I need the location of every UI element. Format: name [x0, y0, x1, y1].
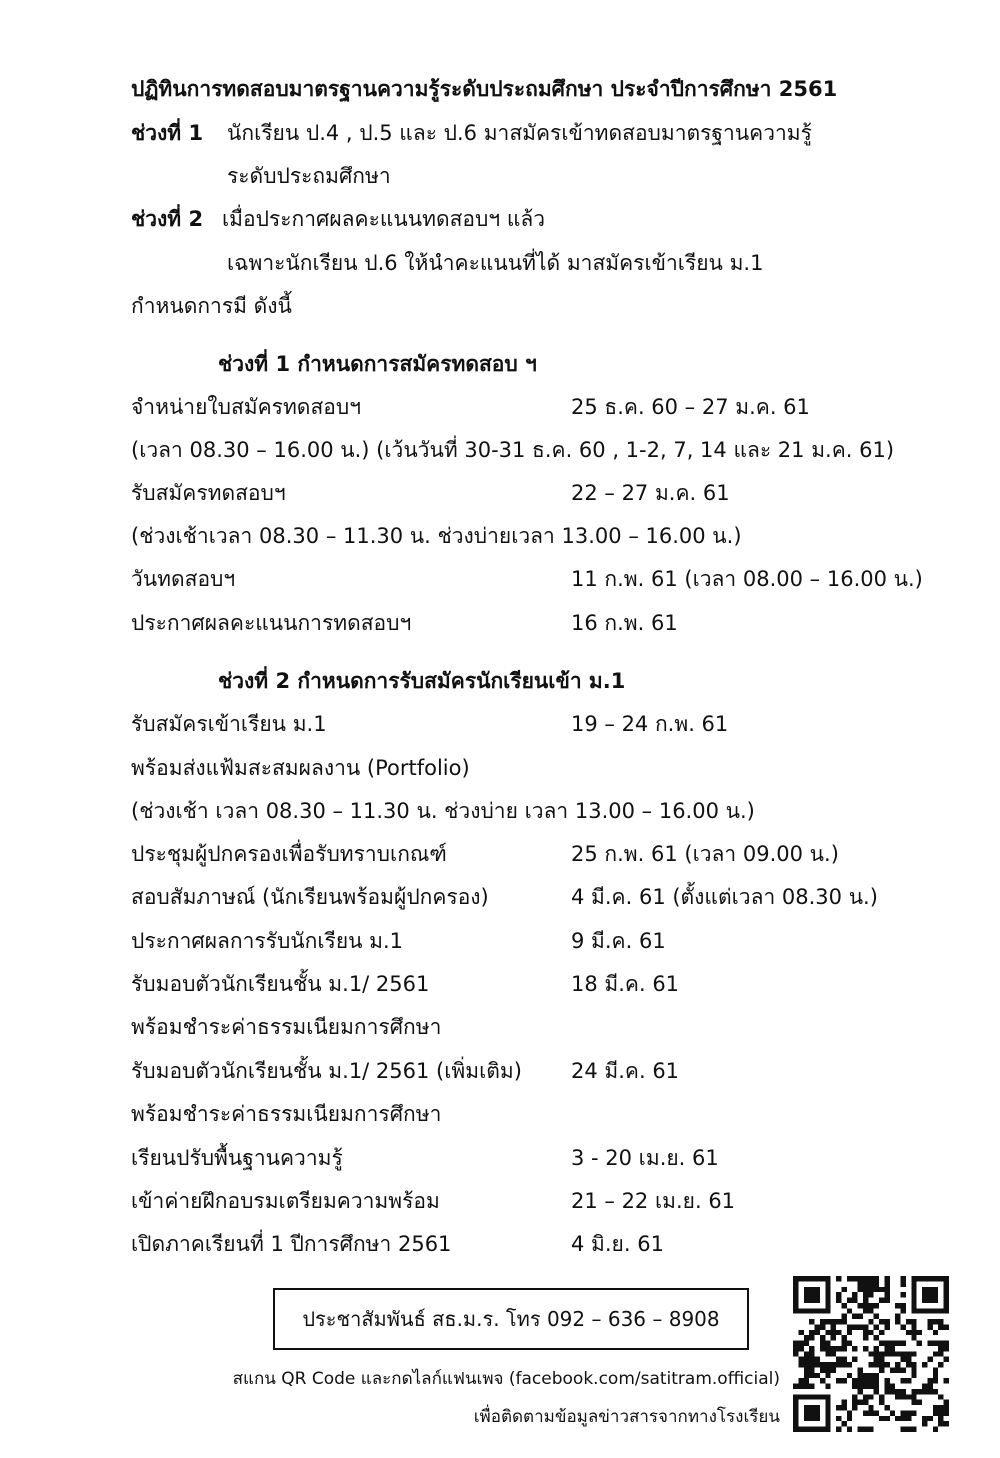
schedule-item-date: 21 – 22 เม.ย. 61 — [571, 1189, 736, 1213]
schedule-item-note: (เวลา 08.30 – 16.00 น.) (เว้นวันที่ 30-31 ธ.ค. 60 , 1-2, 7, 14 และ 21 ม.ค. 61) — [131, 438, 895, 462]
schedule-item-date: 24 มี.ค. 61 — [571, 1059, 680, 1083]
schedule-item-date: 4 มี.ค. 61 (ตั้งแต่เวลา 08.30 น.) — [571, 885, 878, 909]
schedule-item-label: ประกาศผลการรับนักเรียน ม.1 — [131, 929, 404, 953]
contact-box — [273, 1288, 749, 1350]
schedule-item-note: พร้อมชำระค่าธรรมเนียมการศึกษา — [131, 1015, 442, 1039]
schedule-item-label: วันทดสอบฯ — [131, 567, 236, 591]
section2-heading: ช่วงที่ 2 กำหนดการรับสมัครนักเรียนเข้า ม.1 — [218, 669, 626, 693]
schedule-item-note: พร้อมส่งแฟ้มสะสมผลงาน (Portfolio) — [131, 756, 470, 780]
schedule-item-label: จำหน่ายใบสมัครทดสอบฯ — [131, 395, 361, 419]
schedule-item-label: รับมอบตัวนักเรียนชั้น ม.1/ 2561 (เพิ่มเติม) — [131, 1059, 522, 1083]
schedule-item-label: รับสมัครเข้าเรียน ม.1 — [131, 712, 327, 736]
schedule-item-note: (ช่วงเช้าเวลา 08.30 – 11.30 น. ช่วงบ่ายเวลา 13.00 – 16.00 น.) — [131, 524, 742, 548]
document-title: ปฏิทินการทดสอบมาตรฐานความรู้ระดับประถมศึกษา ประจำปีการศึกษา 2561 — [131, 77, 838, 101]
schedule-item-date: 16 ก.พ. 61 — [571, 611, 678, 635]
schedule-item-label: ประกาศผลคะแนนการทดสอบฯ — [131, 611, 412, 635]
schedule-item-date: 22 – 27 ม.ค. 61 — [571, 481, 730, 505]
qr-code-icon[interactable] — [793, 1276, 949, 1432]
schedule-item-date: 11 ก.พ. 61 (เวลา 08.00 – 16.00 น.) — [571, 567, 923, 591]
schedule-item-date: 3 - 20 เม.ย. 61 — [571, 1146, 719, 1170]
follow-instruction: เพื่อติดตามข้อมูลข่าวสารจากทางโรงเรียน — [473, 1407, 780, 1427]
schedule-item-date: 9 มี.ค. 61 — [571, 929, 666, 953]
schedule-item-date: 19 – 24 ก.พ. 61 — [571, 712, 729, 736]
schedule-item-label: เข้าค่ายฝึกอบรมเตรียมความพร้อม — [131, 1189, 440, 1213]
schedule-item-label: สอบสัมภาษณ์ (นักเรียนพร้อมผู้ปกครอง) — [131, 885, 489, 909]
schedule-item-note: พร้อมชำระค่าธรรมเนียมการศึกษา — [131, 1102, 442, 1126]
schedule-intro: กำหนดการมี ดังนี้ — [131, 294, 292, 318]
phase1-description: นักเรียน ป.4 , ป.5 และ ป.6 มาสมัครเข้าทดสอบมาตรฐานความรู้ — [227, 121, 812, 145]
schedule-item-date: 25 ก.พ. 61 (เวลา 09.00 น.) — [571, 842, 839, 866]
phase2-description: เมื่อประกาศผลคะแนนทดสอบฯ แล้ว — [222, 207, 546, 231]
schedule-item-date: 18 มี.ค. 61 — [571, 972, 680, 996]
contact-phone: ประชาสัมพันธ์ สธ.ม.ร. โทร 092 – 636 – 8908 — [302, 1307, 720, 1331]
phase2-label: ช่วงที่ 2 — [131, 207, 204, 231]
phase2-description-cont: เฉพาะนักเรียน ป.6 ให้นำคะแนนที่ได้ มาสมัครเข้าเรียน ม.1 — [227, 251, 764, 275]
schedule-item-label: รับมอบตัวนักเรียนชั้น ม.1/ 2561 — [131, 972, 430, 996]
phase1-label: ช่วงที่ 1 — [131, 121, 204, 145]
schedule-item-note: (ช่วงเช้า เวลา 08.30 – 11.30 น. ช่วงบ่าย เวลา 13.00 – 16.00 น.) — [131, 799, 755, 823]
scan-instruction: สแกน QR Code และกดไลก์แฟนเพจ (facebook.com/satitram.official) — [232, 1369, 780, 1389]
schedule-item-date: 25 ธ.ค. 60 – 27 ม.ค. 61 — [571, 395, 810, 419]
schedule-item-label: รับสมัครทดสอบฯ — [131, 481, 286, 505]
schedule-item-label: เรียนปรับพื้นฐานความรู้ — [131, 1146, 343, 1170]
phase1-description-cont: ระดับประถมศึกษา — [227, 164, 391, 188]
schedule-item-date: 4 มิ.ย. 61 — [571, 1232, 664, 1256]
schedule-item-label: ประชุมผู้ปกครองเพื่อรับทราบเกณฑ์ — [131, 842, 447, 866]
schedule-item-label: เปิดภาคเรียนที่ 1 ปีการศึกษา 2561 — [131, 1232, 452, 1256]
section1-heading: ช่วงที่ 1 กำหนดการสมัครทดสอบ ฯ — [218, 352, 537, 376]
